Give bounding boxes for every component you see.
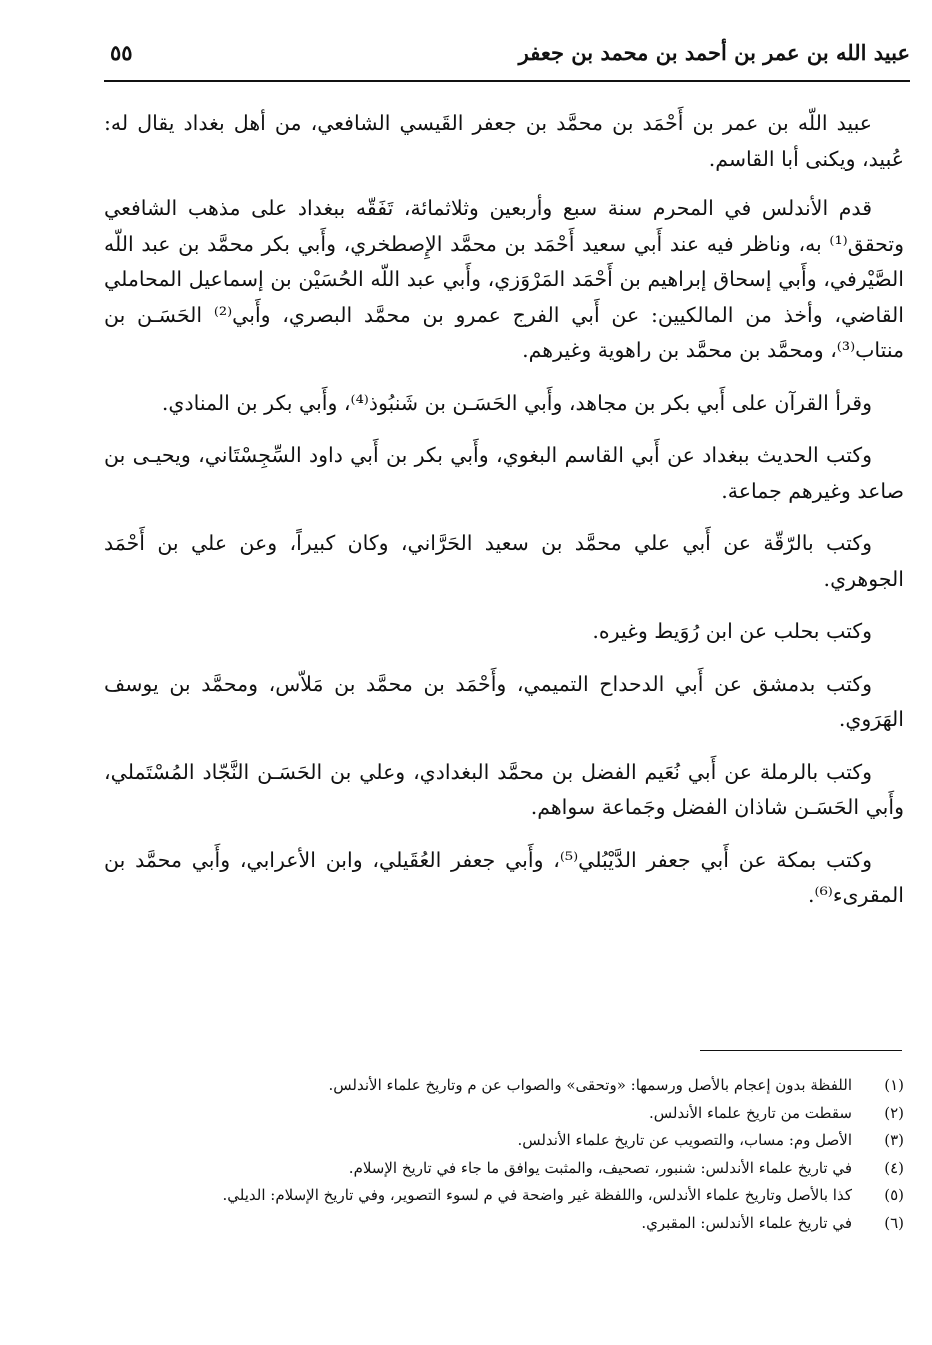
footnote (104, 1127, 904, 1155)
paragraph: عبيد اللّه بن عمر بن أَحْمَد بن محمَّد بن جعفر القَيسي الشافعي، من أهل بغداد يقال له: عُبيد، ويكنى أبا القاسم. (104, 111, 904, 171)
page-header (104, 38, 910, 82)
footnote-number: (٦) (884, 1213, 904, 1232)
footnote-text: في تاريخ علماء الأندلس: شنبور، تصحيف، والمثبت يوافق ما جاء في تاريخ الإسلام. (348, 1158, 852, 1177)
paragraph: وكتب بالرملة عن أَبي نُعَيم الفضل بن محمَّد البغدادي، وعلي بن الحَسَـن النَّجّاد المُسْتَملي، وأَبي الحَسَـن شاذان الفضل وجَماعة سواهم. (104, 759, 904, 819)
footnote (104, 1155, 904, 1183)
footnote-number: (٥) (884, 1186, 904, 1204)
footnotes (104, 1072, 904, 1237)
footnote-text: سقطت من تاريخ علماء الأندلس. (648, 1103, 852, 1122)
paragraph: وقرأ القرآن على أَبي بكر بن مجاهد، وأَبي الحَسَـن بن شَنبُوذ⁽⁴⁾، وأَبي بكر بن المنادي. (161, 390, 872, 415)
footnote-number: (٣) (884, 1131, 904, 1149)
footnote-number: (٢) (884, 1103, 904, 1122)
paragraph: وكتب بدمشق عن أَبي الدحداح التميمي، وأَحْمَد بن محمَّد بن مَلاّس، ومحمَّد بن يوسف الهَرَوي. (104, 671, 904, 731)
footnote-separator (700, 1050, 902, 1051)
footnote-number: (٤) (884, 1158, 904, 1177)
main-text (104, 106, 904, 931)
footnote (104, 1182, 904, 1210)
page-number: ٥٥ (110, 40, 133, 65)
footnote-number: (١) (884, 1076, 904, 1094)
footnote-text: في تاريخ علماء الأندلس: المقبري. (641, 1213, 852, 1232)
paragraph: وكتب بمكة عن أَبي جعفر الدَّيْبُلي⁽⁵⁾، وأَبي جعفر العُقَيلي، وابن الأعرابي، وأَبي محمَّد بن المقرىء⁽⁶⁾. (104, 847, 904, 907)
footnote-text: الأصل وم: مساب، والتصويب عن تاريخ علماء الأندلس. (517, 1131, 852, 1149)
paragraph: وكتب بحلب عن ابن رُوَيط وغيره. (592, 619, 872, 643)
running-title: عبيد الله بن عمر بن أحمد بن محمد بن جعفر (518, 40, 910, 65)
footnote (104, 1100, 904, 1128)
footnote-text: اللفظة بدون إعجام بالأصل ورسمها: «وتحقى» والصواب عن م وتاريخ علماء الأندلس. (328, 1076, 852, 1094)
paragraph: قدم الأندلس في المحرم سنة سبع وأربعين وثلاثمائة، تَفَقّه ببغداد على مذهب الشافعي وتحقق⁽¹⁾ به، وناظر فيه عند أَبي سعيد أَحْمَد بن محمَّد الإِصطخري، وأَبي بكر محمَّد بن عبد اللّه الصَّيْرفي، وأَبي إسحاق إبراهيم بن أَحْمَد المَرْوَزي، وأَبي عبد اللّه الحُسَيْن بن إسماعيل المحاملي القاضي، وأخذ من المالكيين: عن أَبي الفرج عمرو بن محمَّد البصري، وأَبي⁽²⁾ الحَسَـن بن منتاب⁽³⁾، ومحمَّد بن محمَّد بن راهوية وغيرهم. (104, 196, 905, 362)
paragraph: وكتب الحديث ببغداد عن أَبي القاسم البغوي، وأَبي بكر بن أَبي داود السِّجِسْتَاني، ويحيـى بن صاعد وغيرهم جماعة. (104, 443, 904, 503)
footnote-text: كذا بالأصل وتاريخ علماء الأندلس، واللفظة غير واضحة في م لسوء التصوير، وفي تاريخ الإسلام: الديلي. (222, 1186, 852, 1204)
footnote (104, 1072, 904, 1100)
footnote (104, 1210, 904, 1238)
paragraph: وكتب بالرّقّة عن أَبي علي محمَّد بن سعيد الحَرَّاني، وكان كبيراً، وعن علي بن أَحْمَد الجوهري. (104, 531, 904, 591)
